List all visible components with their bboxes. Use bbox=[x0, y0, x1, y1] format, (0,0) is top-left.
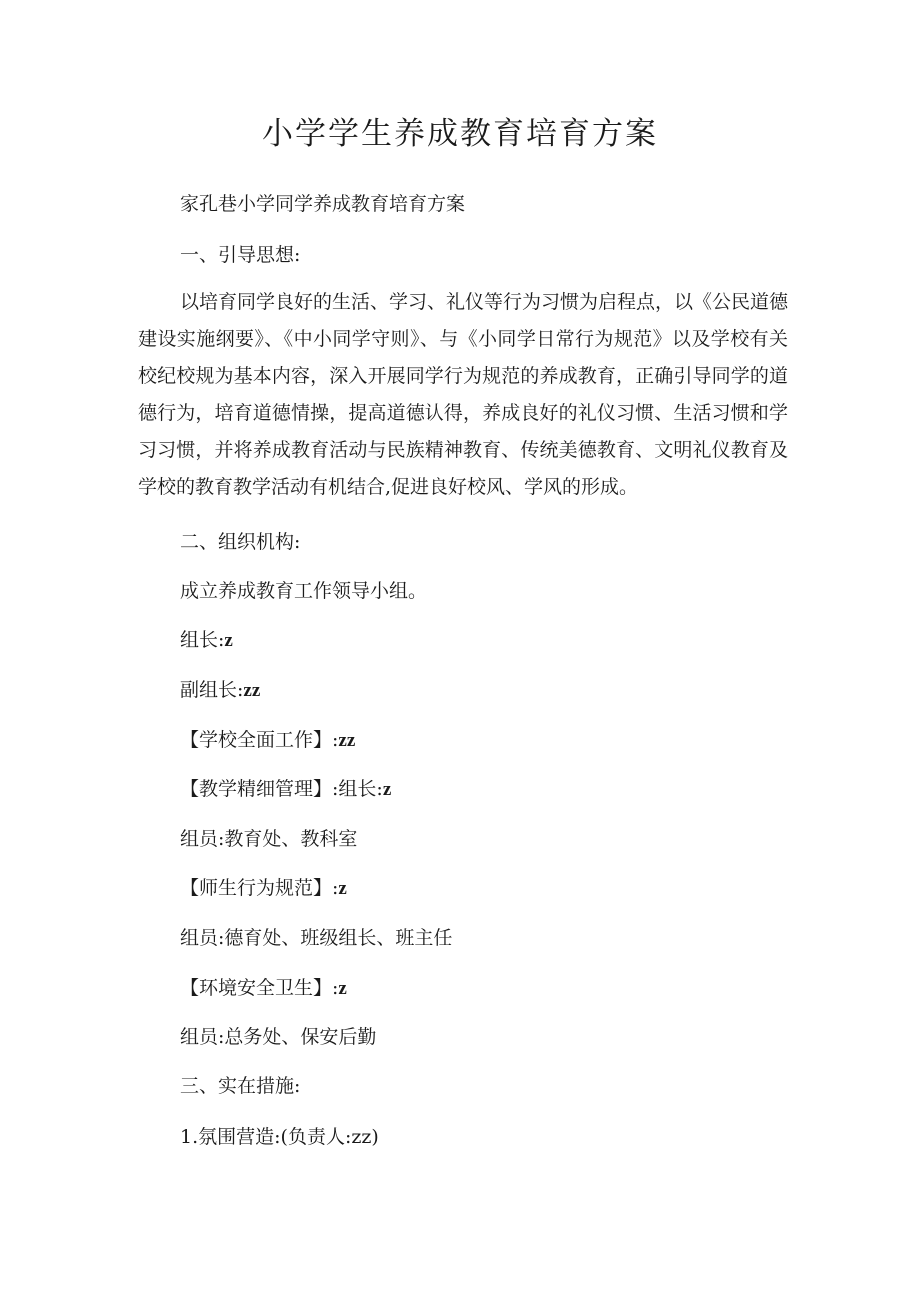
deputy-leader-label: 副组长: bbox=[180, 679, 244, 701]
deputy-leader-value: zz bbox=[243, 680, 261, 701]
teaching-management-line bbox=[180, 774, 391, 805]
leader-line bbox=[180, 625, 233, 656]
teaching-members: 组员:教育处、教科室 bbox=[180, 828, 358, 850]
leader-label: 组长: bbox=[180, 629, 225, 651]
conduct-norms-line bbox=[180, 873, 347, 904]
conduct-norms-label: 【师生行为规范】: bbox=[180, 877, 339, 899]
section-heading-guiding-ideology: 一、引导思想: bbox=[180, 244, 301, 266]
school-work-line bbox=[180, 725, 355, 756]
document-title: 小学学生养成教育培育方案 bbox=[262, 116, 658, 152]
environment-safety-label: 【环境安全卫生】: bbox=[180, 977, 339, 999]
organization-intro: 成立养成教育工作领导小组。 bbox=[180, 580, 428, 602]
section-heading-organization: 二、组织机构: bbox=[180, 531, 301, 553]
environment-safety-value: z bbox=[338, 978, 347, 999]
conduct-members: 组员:德育处、班级组长、班主任 bbox=[180, 927, 453, 949]
environment-safety-line bbox=[180, 973, 347, 1004]
teaching-management-value: z bbox=[382, 779, 392, 800]
conduct-norms-value: z bbox=[338, 878, 347, 899]
deputy-leader-line bbox=[180, 675, 260, 706]
environment-members: 组员:总务处、保安后勤 bbox=[180, 1026, 377, 1048]
measure-item-1: 1.氛围营造:(负责人:zz) bbox=[180, 1126, 379, 1148]
guiding-ideology-paragraph: 以培育同学良好的生活、学习、礼仪等行为习惯为启程点，以《公民道德建设实施纲要》、《中小同学守则》、与《小同学日常行为规范》以及学校有关校纪校规为基本内容，深入开展同学行为规范的养成教育，正确引导同学的道德行为，培育道德情操，提高道德认得，养成良好的礼仪习惯、生活习惯和学习习惯，并将养成教育活动与民族精神教育、传统美德教育、文明礼仪教育及学校的教育教学活动有机结合,促进良好校风、学风的形成。 bbox=[138, 291, 789, 498]
leader-value: z bbox=[224, 630, 233, 651]
section-heading-measures: 三、实在措施: bbox=[180, 1075, 301, 1097]
document-subtitle: 家孔巷小学同学养成教育培育方案 bbox=[180, 193, 466, 215]
teaching-management-label: 【教学精细管理】:组长: bbox=[180, 778, 383, 800]
school-work-label: 【学校全面工作】: bbox=[180, 729, 339, 751]
school-work-value: zz bbox=[338, 730, 356, 751]
